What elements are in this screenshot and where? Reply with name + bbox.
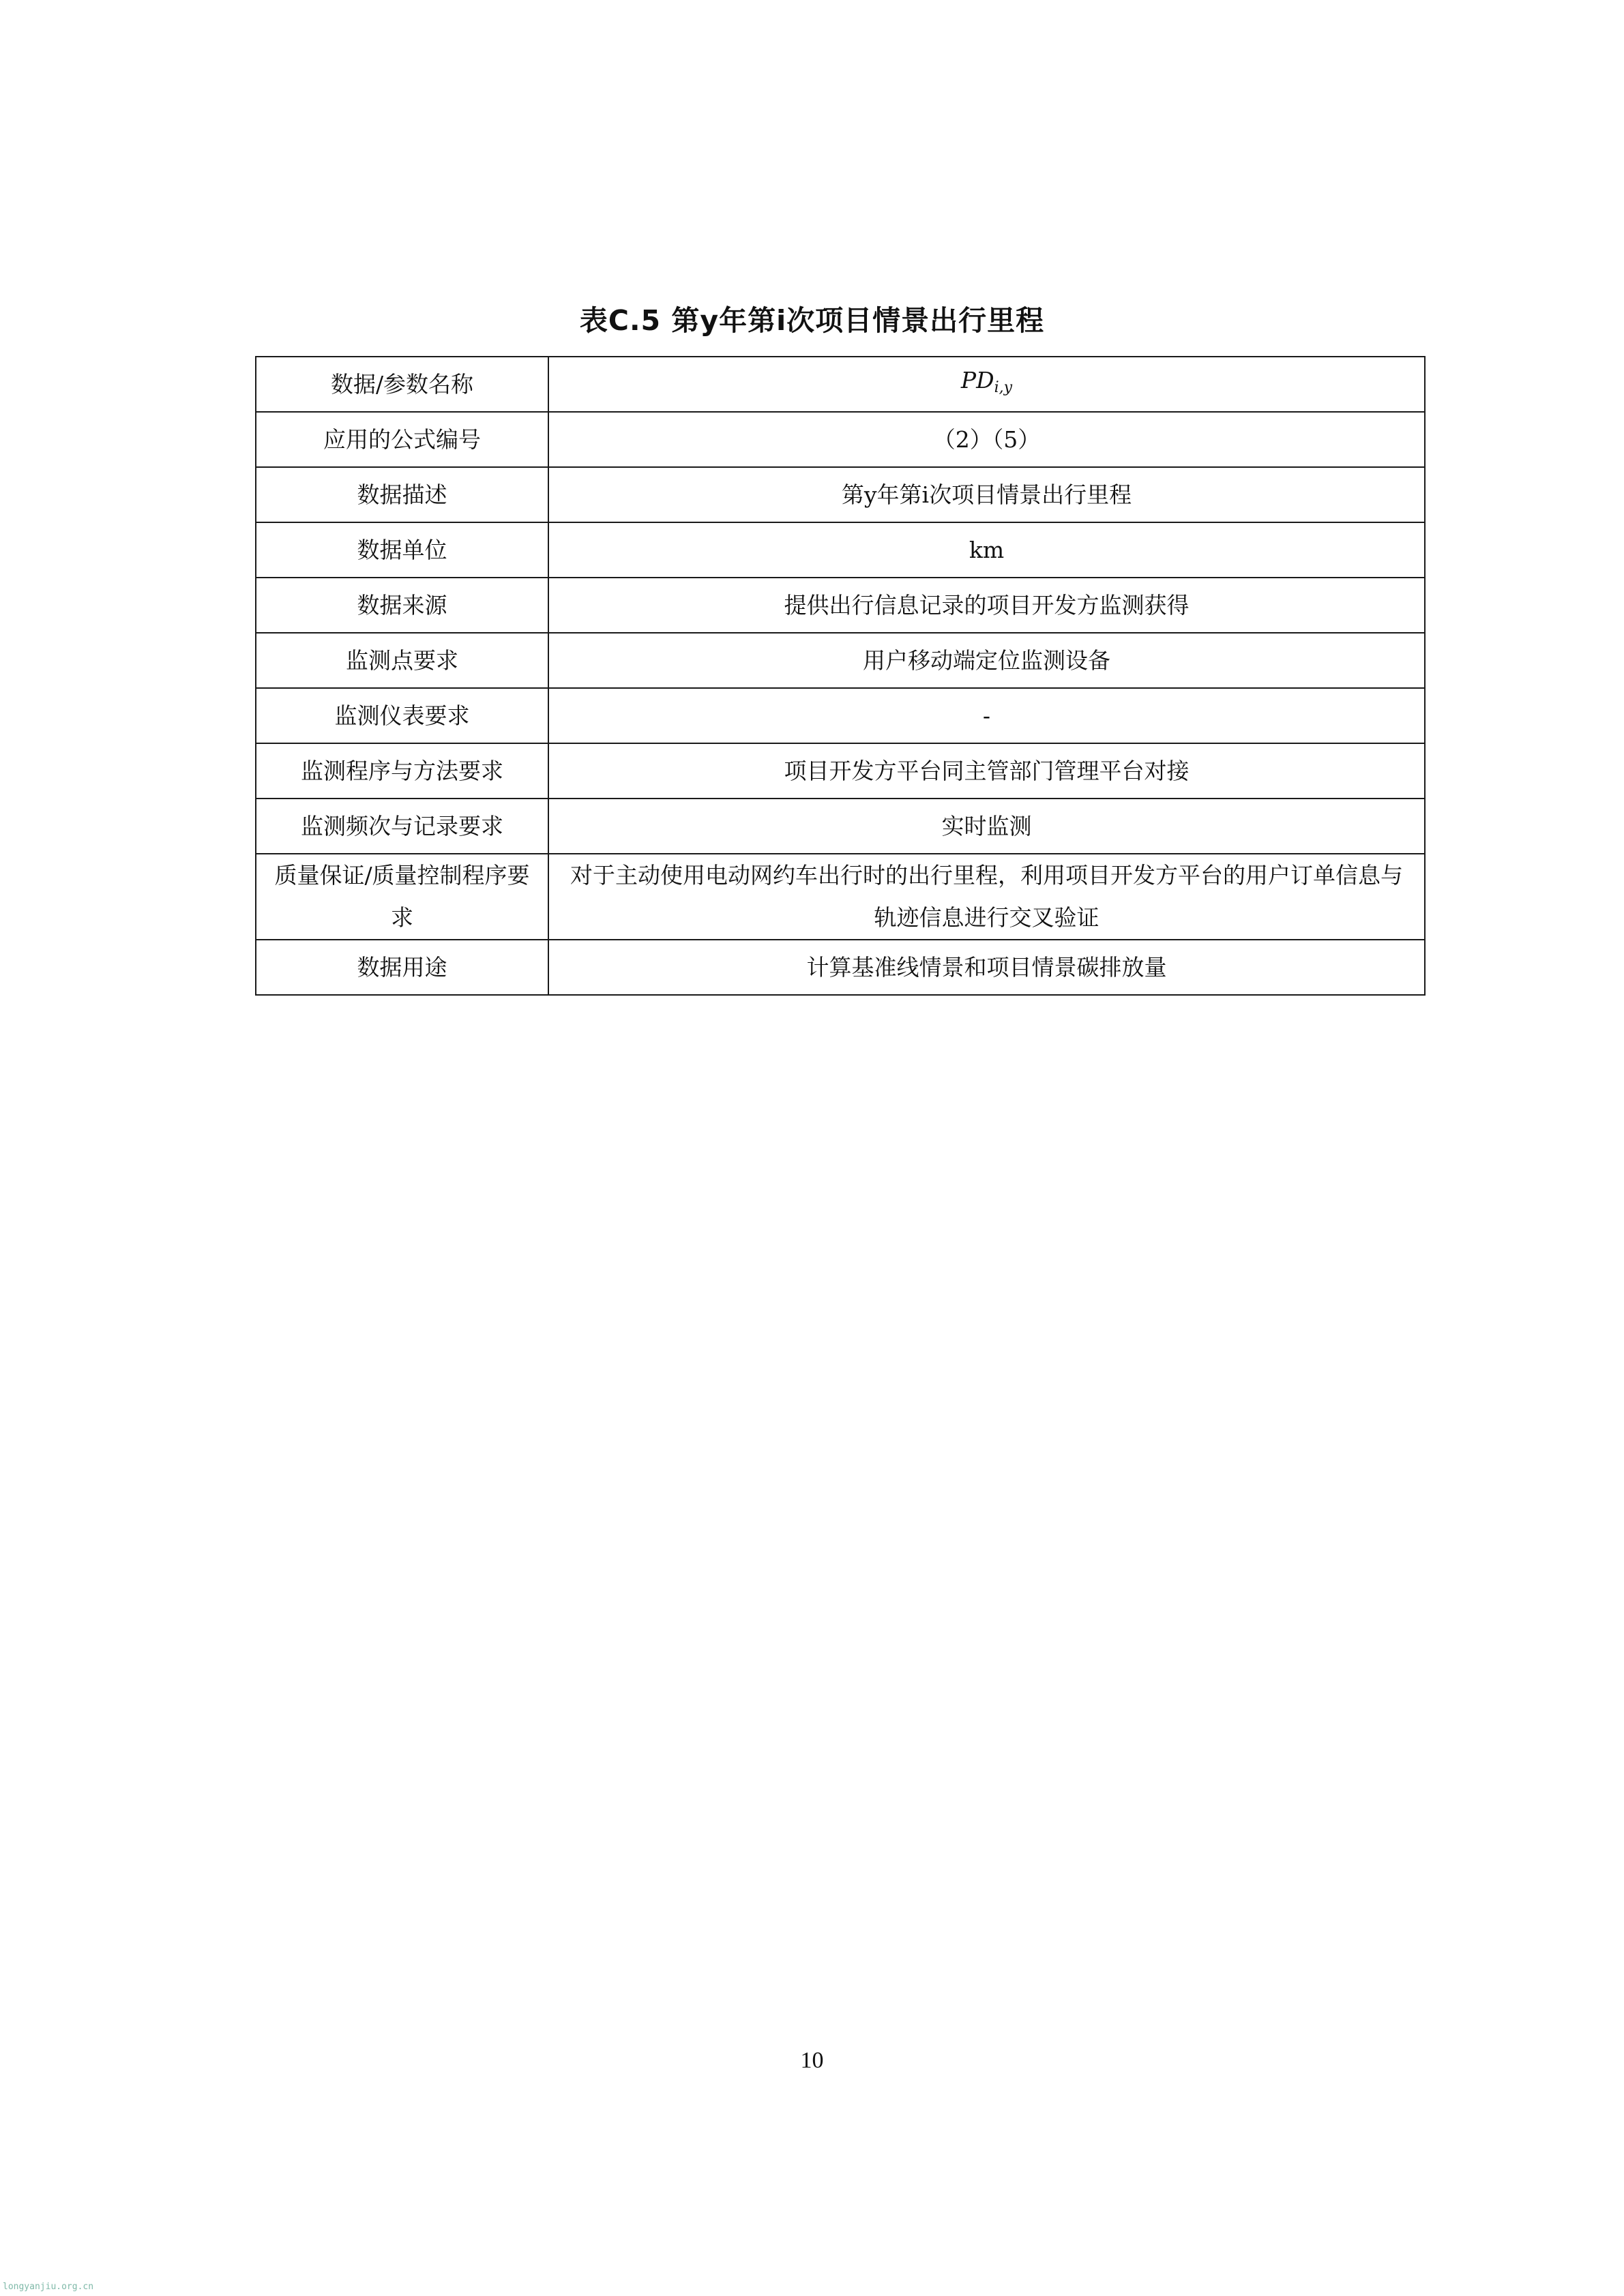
row-value: 计算基准线情景和项目情景碳排放量	[548, 940, 1425, 995]
row-label: 应用的公式编号	[256, 412, 548, 467]
row-value: km	[548, 522, 1425, 578]
row-label: 数据描述	[256, 467, 548, 522]
row-label: 数据用途	[256, 940, 548, 995]
row-value	[548, 357, 1425, 412]
symbol-value: $PD_{i,y}$	[960, 367, 1013, 396]
table-row	[256, 578, 1425, 633]
row-label: 数据/参数名称	[256, 357, 548, 412]
row-value: 实时监测	[548, 799, 1425, 854]
row-label: 监测程序与方法要求	[256, 743, 548, 799]
table-row	[256, 688, 1425, 743]
table-row	[256, 799, 1425, 854]
row-value: （2）（5）	[548, 412, 1425, 467]
row-label: 监测频次与记录要求	[256, 799, 548, 854]
row-label: 数据来源	[256, 578, 548, 633]
row-value: 项目开发方平台同主管部门管理平台对接	[548, 743, 1425, 799]
table-row	[256, 467, 1425, 522]
watermark: longyanjiu.org.cn	[3, 2282, 94, 2292]
table-row	[256, 854, 1425, 940]
row-value: 提供出行信息记录的项目开发方监测获得	[548, 578, 1425, 633]
parameter-table	[255, 356, 1426, 996]
row-value: 用户移动端定位监测设备	[548, 633, 1425, 688]
table-row	[256, 633, 1425, 688]
table-row	[256, 743, 1425, 799]
table-row	[256, 357, 1425, 412]
row-value: 对于主动使用电动网约车出行时的出行里程，利用项目开发方平台的用户订单信息与轨迹信息进行交叉验证	[548, 854, 1425, 940]
table-title: 表C.5 第y年第i次项目情景出行里程	[579, 304, 1045, 337]
row-label: 监测点要求	[256, 633, 548, 688]
page-number: 10	[800, 2048, 824, 2073]
table-row	[256, 522, 1425, 578]
table-row	[256, 940, 1425, 995]
row-label: 质量保证/质量控制程序要求	[256, 854, 548, 940]
row-label: 监测仪表要求	[256, 688, 548, 743]
row-value: 第y年第i次项目情景出行里程	[548, 467, 1425, 522]
row-value: -	[548, 688, 1425, 743]
table-row	[256, 412, 1425, 467]
row-label: 数据单位	[256, 522, 548, 578]
